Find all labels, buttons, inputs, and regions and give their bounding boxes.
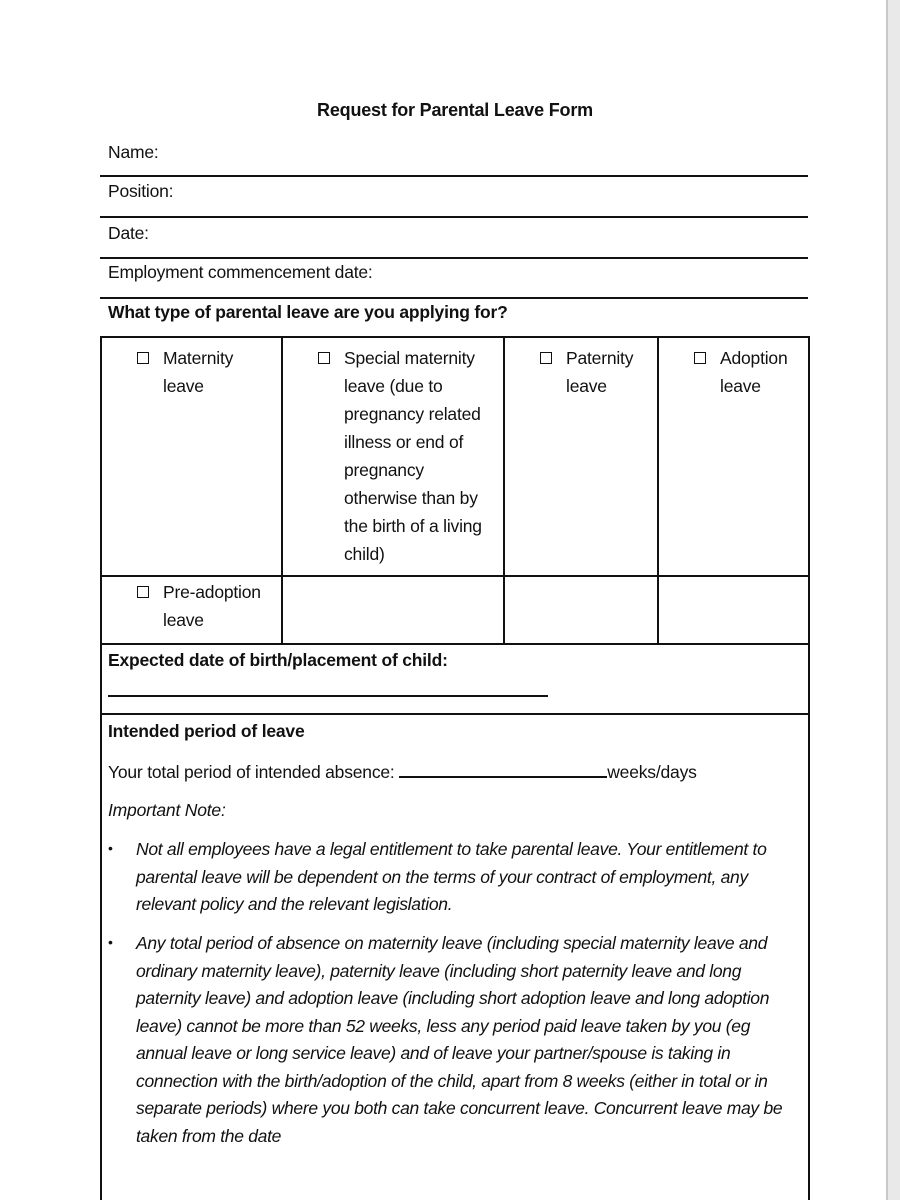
date-label: Date: bbox=[108, 223, 149, 243]
intended-period-heading: Intended period of leave bbox=[108, 721, 305, 741]
cell-empty-2 bbox=[505, 577, 659, 643]
leave-type-table bbox=[100, 336, 810, 645]
absence-row bbox=[108, 760, 697, 783]
note-text: Any total period of absence on maternity leave (including special maternity leave and ordinary maternity leave), paternity leave (including short paternity leave and long paternity leave) and adoption leave (including short adoption leave and long adoption leave) cannot be more than 52 weeks, less any period paid leave taken by you (eg annual leave or long service leave) and of leave your partner/spouse is taking in connection with the birth/adoption of the child, apart from 8 weeks (either in total or in separate periods) where you both can take concurrent leave. Concurrent leave may be taken from the date bbox=[136, 933, 783, 1146]
date-field[interactable] bbox=[100, 218, 808, 259]
note-text: Not all employees have a legal entitlement to take parental leave. Your entitlement to parental leave will be dependent on the terms of your contract of employment, any relevant policy and the relevant legislation. bbox=[136, 839, 767, 914]
checkbox-icon[interactable] bbox=[318, 352, 330, 364]
checkbox-icon[interactable] bbox=[540, 352, 552, 364]
cell-maternity bbox=[102, 338, 283, 577]
checkbox-icon[interactable] bbox=[137, 352, 149, 364]
leave-type-question: What type of parental leave are you applying for? bbox=[108, 302, 508, 322]
option-label: Maternity leave bbox=[163, 348, 234, 396]
position-label: Position: bbox=[108, 181, 174, 201]
bullet-icon: • bbox=[108, 840, 113, 856]
commencement-label: Employment commencement date: bbox=[108, 262, 373, 282]
option-label: Pre-adoption leave bbox=[163, 582, 261, 630]
option-label: Special maternity leave (due to pregnancy related illness or end of pregnancy otherwise than by the birth of a living child) bbox=[344, 348, 482, 564]
expected-date-label: Expected date of birth/placement of child: bbox=[108, 650, 448, 670]
expected-date-input[interactable] bbox=[108, 685, 548, 697]
absence-input[interactable] bbox=[399, 760, 607, 778]
form-title: Request for Parental Leave Form bbox=[317, 100, 593, 120]
absence-unit: weeks/days bbox=[607, 762, 697, 782]
important-note-heading: Important Note: bbox=[108, 800, 226, 820]
checkbox-icon[interactable] bbox=[137, 586, 149, 598]
cell-adoption bbox=[659, 338, 808, 577]
cell-paternity bbox=[505, 338, 659, 577]
name-field[interactable] bbox=[100, 138, 808, 177]
cell-empty-3 bbox=[659, 577, 808, 643]
option-label: Adoption leave bbox=[720, 348, 788, 396]
absence-label: Your total period of intended absence: bbox=[108, 762, 395, 782]
option-label: Paternity leave bbox=[566, 348, 634, 396]
note-list-item bbox=[102, 930, 808, 1150]
checkbox-icon[interactable] bbox=[694, 352, 706, 364]
expected-date-section bbox=[100, 643, 810, 715]
cell-pre-adoption bbox=[102, 577, 283, 643]
intended-period-section bbox=[100, 713, 810, 1200]
cell-empty-1 bbox=[283, 577, 505, 643]
cell-special-maternity bbox=[283, 338, 505, 577]
name-label: Name: bbox=[108, 142, 159, 162]
commencement-date-field[interactable] bbox=[100, 259, 808, 299]
position-field[interactable] bbox=[100, 177, 808, 218]
note-list-item bbox=[102, 836, 808, 926]
bullet-icon: • bbox=[108, 934, 113, 950]
